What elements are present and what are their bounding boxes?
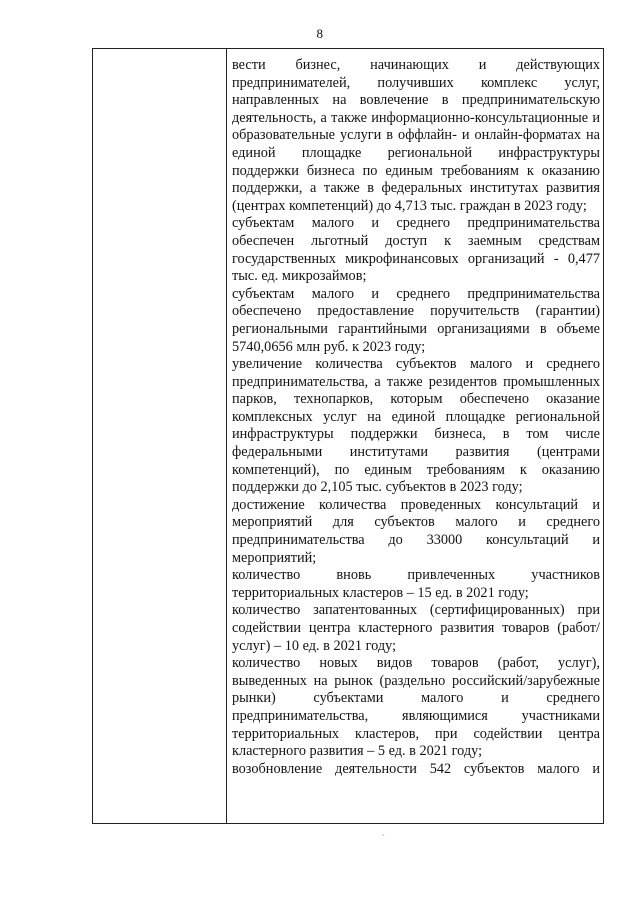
paragraph-cluster-participants: количество вновь привлеченных участников территориальных кластеров – 15 ед. в 2021 году; [232,567,600,601]
paragraph-business-support-citizens: вести бизнес, начинающих и действующих предпринимателей, получивших комплекс услуг, направленных на вовлечение в предпринимательскую деятельность, а также информационно-консультационные и образовательные услуги в оффлайн- и онлайн-форматах на единой площадке региональной инфраструктуры поддержки бизнеса по единым требованиям к оказанию поддержки, а также в федеральных институтах развития (центрах компетенций) до 4,713 тыс. граждан в 2023 году; [232,57,600,214]
table-left-cell [93,49,227,823]
paragraph-consultations: достижение количества проведенных консультаций и мероприятий для субъектов малого и среднего предпринимательства до 33000 консультаций и мероприятий; [232,496,600,566]
paragraph-microloans: субъектам малого и среднего предпринимательства обеспечен льготный доступ к заемным средствам государственных микрофинансовых организаций - 0,477 тыс. ед. микрозаймов; [232,215,600,285]
paragraph-resumption-partial: возобновление деятельности 542 субъектов малого и [232,760,600,777]
paragraph-new-goods: количество новых видов товаров (работ, услуг), выведенных на рынок (раздельно российский/зарубежные рынки) субъектами малого и среднего предпринимательства, являющимися участниками территориальных кластеров, при содействии центра кластерного развития – 5 ед. в 2021 году; [232,655,600,760]
table-right-cell [232,57,600,778]
paragraph-guarantees: субъектам малого и среднего предпринимательства обеспечено предоставление поручительств (гарантии) региональными гарантийными организациями в объеме 5740,0656 млн руб. к 2023 году; [232,285,600,355]
paragraph-complex-services: увеличение количества субъектов малого и среднего предпринимательства, а также резидентов промышленных парков, технопарков, которым обеспечено оказание комплексных услуг на единой площадке региональной инфраструктуры поддержки бизнеса, в том числе федеральными институтами развития (центрами компетенций), по единым требованиям к оказанию поддержки до 2,105 тыс. субъектов в 2023 году; [232,356,600,496]
page-number: 8 [316,26,324,41]
document-table [92,48,604,824]
paragraph-patented-goods: количество запатентованных (сертифицированных) при содействии центра кластерного развития товаров (работ/услуг) – 10 ед. в 2021 году; [232,602,600,654]
scan-mark: ˎ [382,826,385,836]
